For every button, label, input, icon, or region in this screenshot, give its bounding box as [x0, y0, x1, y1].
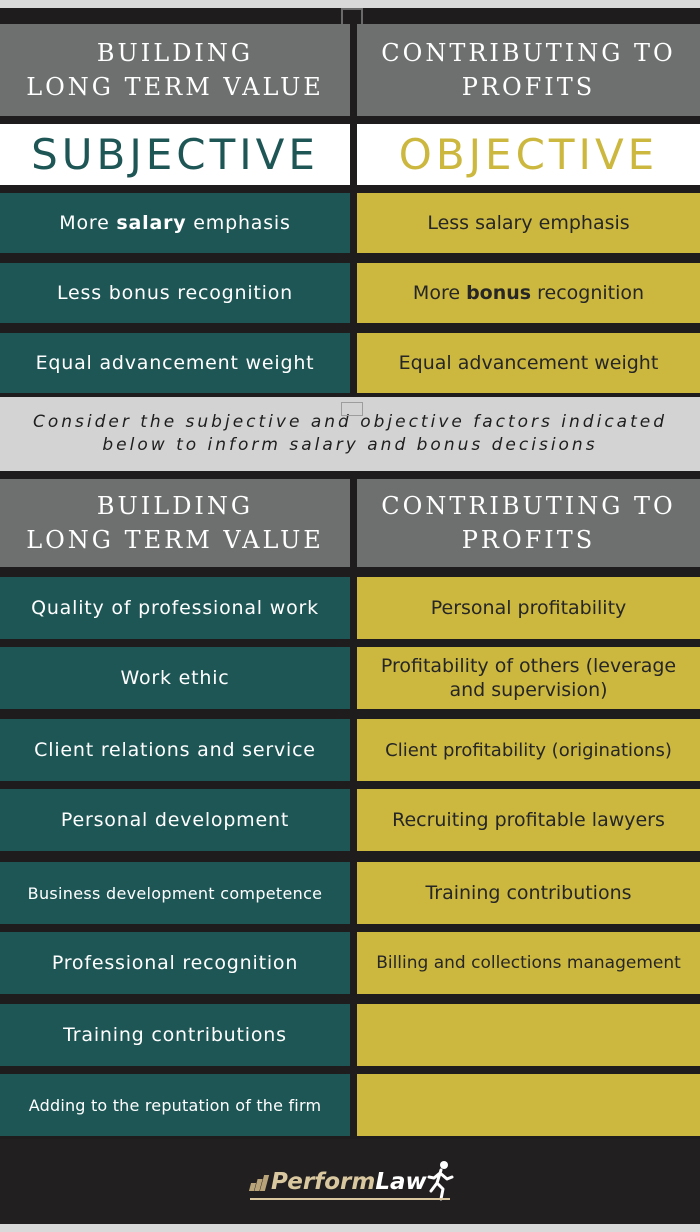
row-text: Equal advancement weight: [35, 352, 315, 374]
row-text: Less salary emphasis: [427, 212, 630, 234]
factor-left-3: Client relations and service: [0, 719, 350, 781]
logo-wordmark: [271, 1169, 427, 1195]
row-text: More: [412, 282, 467, 304]
factor-left-1: Quality of professional work: [0, 577, 350, 639]
factor-right-5: Training contributions: [357, 862, 700, 924]
top-left-header: BUILDING LONG TERM VALUE: [0, 24, 350, 116]
factor-left-4: Personal development: [0, 789, 350, 851]
factor-right-1: Personal profitability: [357, 577, 700, 639]
row-text: emphasis: [186, 212, 291, 234]
row-text: Equal advancement weight: [398, 352, 659, 374]
factor-right-2: Profitability of others (leverage and supervision): [357, 647, 700, 709]
logo-part-1: Perform: [271, 1169, 376, 1195]
performlaw-logo: [250, 1158, 455, 1206]
factor-left-6: Professional recognition: [0, 932, 350, 994]
top-left-row-3: [0, 333, 350, 393]
factor-left-7: Training contributions: [0, 1004, 350, 1066]
top-strip: [0, 0, 700, 8]
bottom-right-header: CONTRIBUTING TO PROFITS: [357, 479, 700, 567]
logo-underline: [250, 1198, 450, 1200]
top-left-row-1: [0, 193, 350, 253]
row-text: recognition: [531, 282, 645, 304]
subjective-title: SUBJECTIVE: [0, 124, 350, 185]
factor-right-7: [357, 1004, 700, 1066]
factor-right-8: [357, 1074, 700, 1136]
note-line-2: below to inform salary and bonus decisions: [102, 435, 598, 455]
top-right-header: CONTRIBUTING TO PROFITS: [357, 24, 700, 116]
logo-bars-icon: [250, 1173, 268, 1191]
bottom-left-header: BUILDING LONG TERM VALUE: [0, 479, 350, 567]
top-left-row-2: [0, 263, 350, 323]
factor-left-8: Adding to the reputation of the firm: [0, 1074, 350, 1136]
row-text: More: [59, 212, 117, 234]
factor-left-5: Business development competence: [0, 862, 350, 924]
note-line-1: Consider the subjective and objective factors indicated: [32, 412, 667, 432]
row-text-bold: bonus: [466, 282, 532, 304]
note-notch: [341, 402, 363, 416]
row-text-bold: salary: [116, 212, 187, 234]
top-notch: [341, 8, 363, 24]
top-right-row-2: [357, 263, 700, 323]
factor-right-3: Client profitability (originations): [357, 719, 700, 781]
top-right-row-1: [357, 193, 700, 253]
row-text: Less bonus recognition: [56, 282, 294, 304]
factor-right-6: Billing and collections management: [357, 932, 700, 994]
logo-part-2: Law: [375, 1169, 427, 1195]
objective-title: OBJECTIVE: [357, 124, 700, 185]
top-right-row-3: [357, 333, 700, 393]
factor-left-2: Work ethic: [0, 647, 350, 709]
factor-right-4: Recruiting profitable lawyers: [357, 789, 700, 851]
guidance-note: [0, 397, 700, 471]
bottom-strip: [0, 1224, 700, 1232]
